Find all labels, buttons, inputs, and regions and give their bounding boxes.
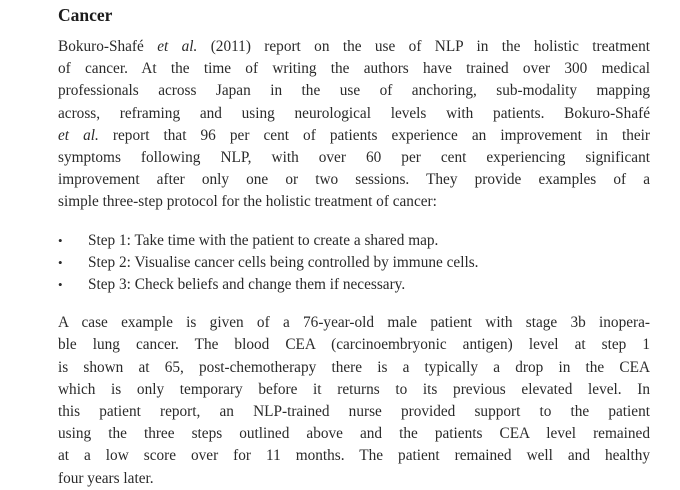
text-run: Bokuro-Shafé [58,38,158,55]
text-line [58,36,650,58]
text-line: A case example is given of a 76-year-old male patient with stage 3b inopera- [58,314,650,332]
bullet-icon: • [58,254,63,270]
document-page [58,4,650,490]
text-line: using the three steps outlined above and the patients CEA level remained [58,425,650,443]
bullet-icon: • [58,277,63,293]
text-line [58,125,650,147]
text-line: professionals across Japan in the use of anchoring, sub-modality mapping [58,82,650,100]
text-line: symptoms following NLP, with over 60 per cent experiencing significant [58,149,650,167]
list-item-text: Step 1: Take time with the patient to create a shared map. [88,231,439,249]
list-item-text: Step 2: Visualise cancer cells being controlled by immune cells. [88,253,479,271]
text-line: ble lung cancer. The blood CEA (carcinoembryonic antigen) level at step 1 [58,336,650,354]
list-item [58,252,650,274]
text-line: across, reframing and using neurological levels with patients. Bokuro-Shafé [58,104,650,122]
citation-italic: et al. [157,38,198,55]
text-line: is shown at 65, post-chemotherapy there is a typically a drop in the CEA [58,358,650,376]
section-heading: Cancer [58,5,113,25]
text-line: of cancer. At the time of writing the authors have trained over 300 medical [58,60,650,78]
list-item-text: Step 3: Check beliefs and change them if necessary. [88,276,406,294]
text-run: (2011) report on the use of NLP in the holistic treatment [197,38,650,55]
list-item [58,274,650,296]
text-line: which is only temporary before it returns to its previous elevated level. In [58,380,650,398]
text-run: report that 96 per cent of patients experience an improvement in their [98,126,650,144]
list-item [58,230,650,252]
citation-italic: et al. [58,126,99,144]
text-line: this patient report, an NLP-trained nurse provided support to the patient [58,403,650,421]
text-line: at a low score over for 11 months. The patient remained well and healthy [58,447,650,465]
steps-list [58,230,650,297]
text-line: simple three-step protocol for the holistic treatment of cancer: [58,193,437,211]
paragraph-intro [58,36,650,214]
text-line: four years later. [58,469,154,487]
text-line: improvement after only one or two sessions. They provide examples of a [58,171,650,189]
paragraph-case-example [58,312,650,490]
bullet-icon: • [58,232,63,248]
